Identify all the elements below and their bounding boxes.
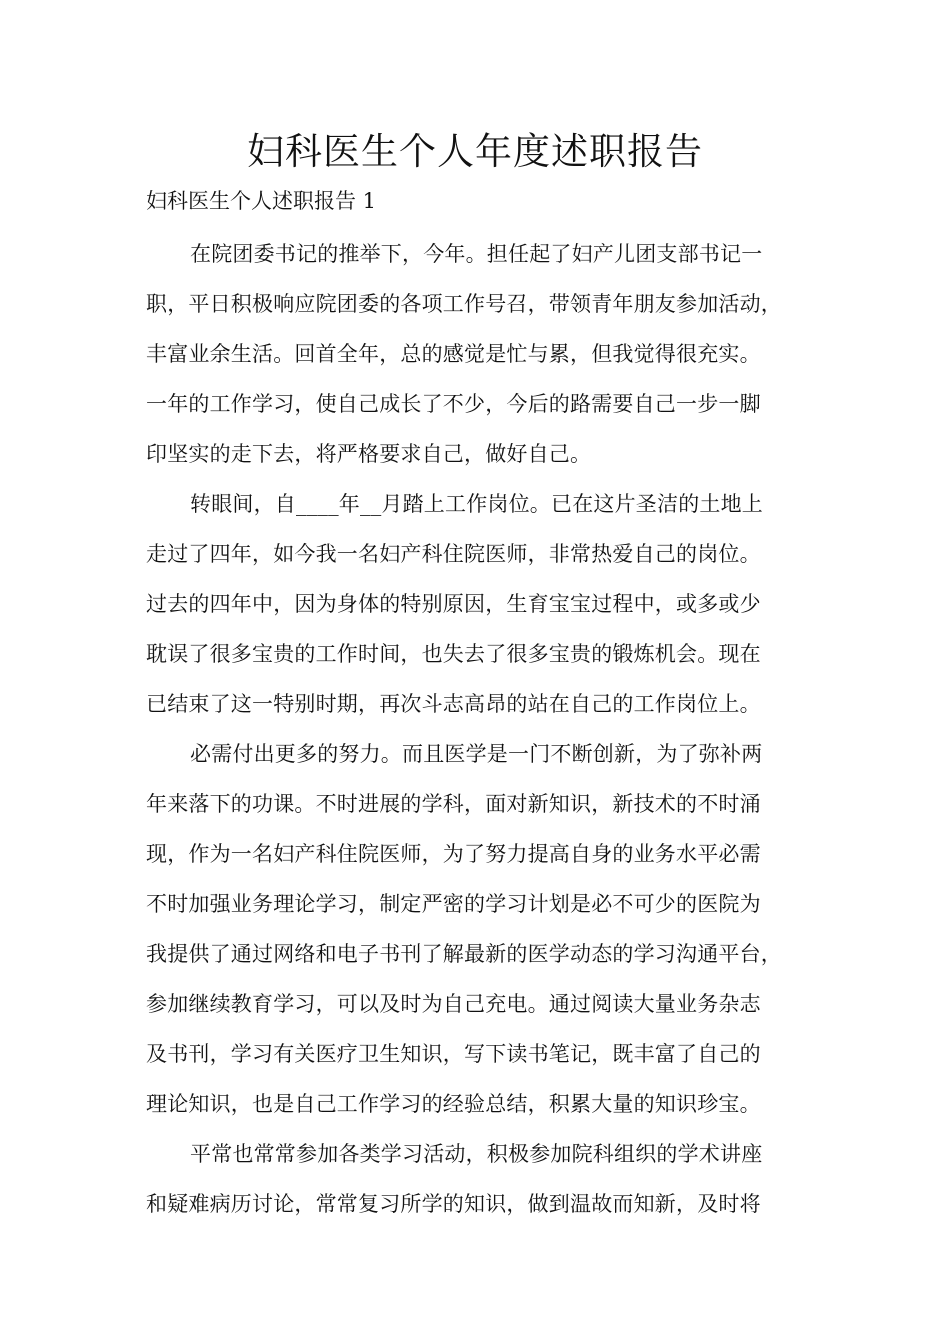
body-line: 耽误了很多宝贵的工作时间，也失去了很多宝贵的锻炼机会。现在 [146,642,761,666]
body-line: 必需付出更多的努力。而且医学是一门不断创新，为了弥补两 [190,742,763,766]
body-line: 转眼间，自____年__月踏上工作岗位。已在这片圣洁的土地上 [190,492,763,516]
body-line: 职，平日积极响应院团委的各项工作号召，带领青年朋友参加活动， [146,292,782,316]
body-line: 及书刊，学习有关医疗卫生知识，写下读书笔记，既丰富了自己的 [146,1042,761,1066]
body-line: 过去的四年中，因为身体的特别原因，生育宝宝过程中，或多或少 [146,592,761,616]
body-line: 理论知识，也是自己工作学习的经验总结，积累大量的知识珍宝。 [146,1092,761,1116]
body-line: 参加继续教育学习，可以及时为自己充电。通过阅读大量业务杂志 [146,992,761,1016]
body-line: 平常也常常参加各类学习活动，积极参加院科组织的学术讲座 [190,1142,763,1166]
body-line: 丰富业余生活。回首全年，总的感觉是忙与累，但我觉得很充实。 [146,342,761,366]
body-line: 现，作为一名妇产科住院医师，为了努力提高自身的业务水平必需 [146,842,761,866]
body-line: 年来落下的功课。不时进展的学科，面对新知识，新技术的不时涌 [146,792,761,816]
document-subtitle: 妇科医生个人述职报告 1 [146,189,377,213]
body-line: 印坚实的走下去，将严格要求自己，做好自己。 [146,442,592,466]
body-line: 在院团委书记的推举下，今年。担任起了妇产儿团支部书记一 [190,242,763,266]
body-line: 不时加强业务理论学习，制定严密的学习计划是必不可少的医院为 [146,892,761,916]
document-title: 妇科医生个人年度述职报告 [247,130,703,173]
body-line: 一年的工作学习，使自己成长了不少，今后的路需要自己一步一脚 [146,392,761,416]
document-body [146,235,836,1235]
body-line: 和疑难病历讨论，常常复习所学的知识，做到温故而知新，及时将 [146,1192,761,1216]
body-line: 已结束了这一特别时期，再次斗志高昂的站在自己的工作岗位上。 [146,692,761,716]
body-line: 走过了四年，如今我一名妇产科住院医师，非常热爱自己的岗位。 [146,542,761,566]
body-line: 我提供了通过网络和电子书刊了解最新的医学动态的学习沟通平台， [146,942,782,966]
